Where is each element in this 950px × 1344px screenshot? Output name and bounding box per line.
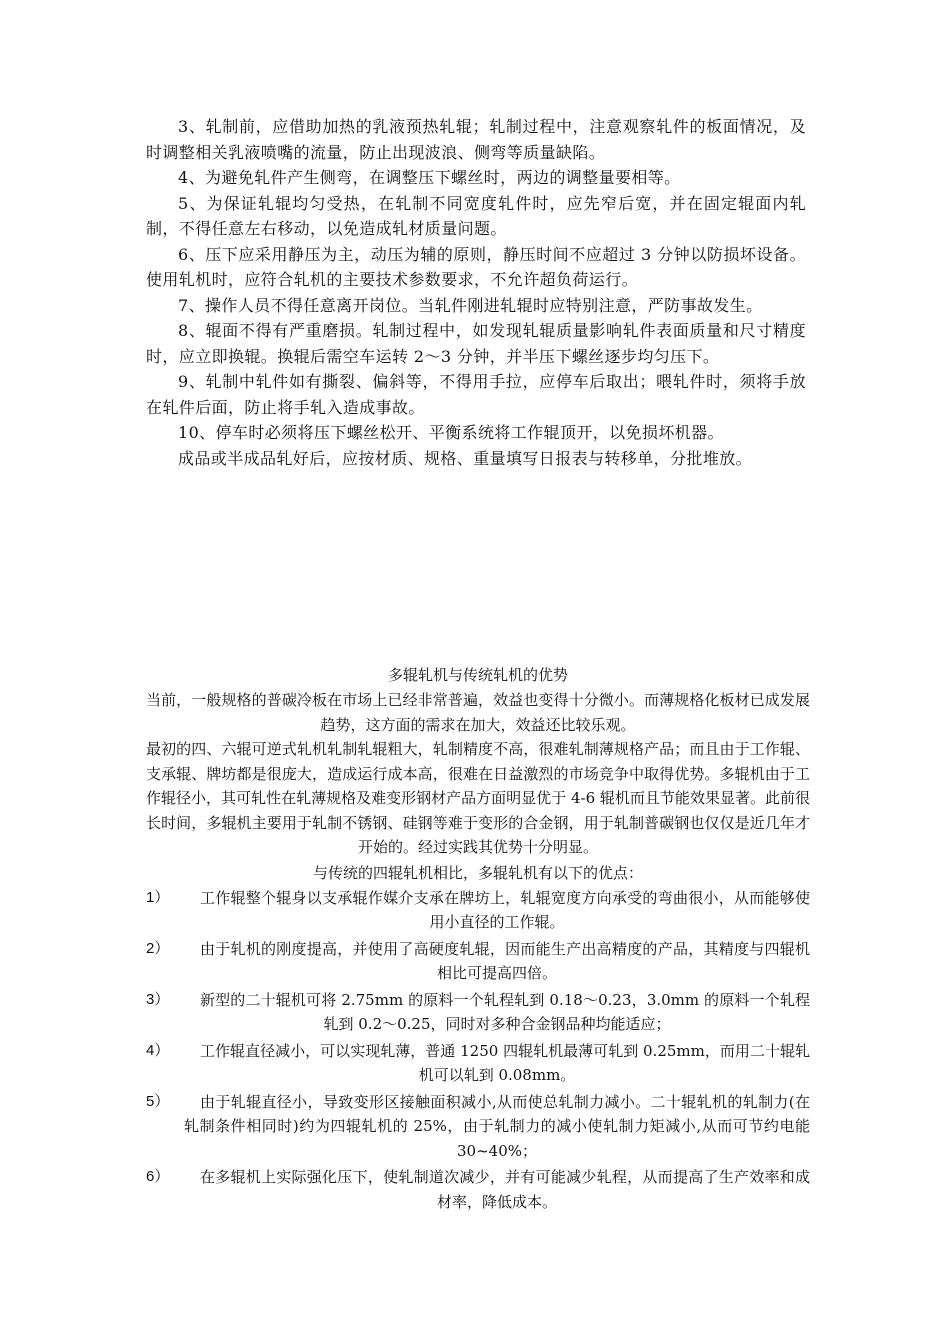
rule-paragraph: 3、轧制前，应借助加热的乳液预热轧辊；轧制过程中，注意观察轧件的板面情况，及时调整相关乳液喷嘴的流量，防止出现波浪、侧弯等质量缺陷。 <box>146 117 806 162</box>
list-item-number: 1） <box>146 888 170 906</box>
list-item <box>146 886 810 935</box>
rule-paragraph: 10、停车时必须将压下螺丝松开、平衡系统将工作辊顶开，以免损坏机器。 <box>178 423 724 442</box>
rule-paragraph: 4、为避免轧件产生侧弯，在调整压下螺丝时，两边的调整量要相等。 <box>178 168 681 187</box>
article-paragraph: 最初的四、六辊可逆式轧机轧制轧辊粗大，轧制精度不高，很难轧制薄规格产品；而且由于工作辊、支承辊、牌坊都是很庞大，造成运行成本高，很难在日益激烈的市场竞争中取得优势。多辊机由于工作辊径小，其可轧性在轧薄规格及难变形钢材产品方面明显优于 4-6 辊机而且节能效果显著。此前很长时间，多辊机主要用于轧制不锈钢、硅钢等难于变形的合金钢，用于轧制普碳钢也仅仅是近几年才开始的。经过实践其优势十分明显。 <box>146 740 810 856</box>
rule-paragraph: 5、为保证轧辊均匀受热，在轧制不同宽度轧件时，应先窄后宽，并在固定辊面内轧制，不得任意左右移动，以免造成轧材质量问题。 <box>146 193 806 238</box>
rule-paragraph: 成品或半成品轧好后，应按材质、规格、重量填写日报表与转移单，分批堆放。 <box>178 448 753 468</box>
rule-paragraph: 9、轧制中轧件如有撕裂、偏斜等，不得用手拉，应停车后取出；喂轧件时，须将手放在轧件后面，防止将手轧入造成事故。 <box>146 372 806 417</box>
list-item <box>146 988 810 1037</box>
list-item-text: 由于轧辊直径小，导致变形区接触面积减小,从而使总轧制力减小。二十辊轧机的轧制力(在轧制条件相同时)约为四辊轧机的 25%，由于轧制力的减小使轧制力矩减小,从而可节约电能 30~40%； <box>184 1092 810 1160</box>
list-item <box>146 1090 810 1164</box>
list-item <box>146 937 810 986</box>
list-item-number: 5） <box>146 1092 170 1110</box>
list-item-number: 3） <box>146 990 170 1008</box>
list-item-text: 在多辊机上实际强化压下，使轧制道次减少，并有可能减少轧程，从而提高了生产效率和成材率，降低成本。 <box>200 1168 810 1211</box>
list-item-text: 工作辊整个辊身以支承辊作媒介支承在牌坊上，轧辊宽度方向承受的弯曲很小，从而能够使用小直径的工作辊。 <box>200 888 810 931</box>
article-paragraph: 当前，一般规格的普碳冷板在市场上已经非常普遍，效益也变得十分微小。而薄规格化板材已成发展趋势，这方面的需求在加大，效益还比较乐观。 <box>146 691 810 734</box>
list-item-number: 4） <box>146 1041 170 1059</box>
list-item <box>146 1039 810 1088</box>
list-item-text: 工作辊直径减小，可以实现轧薄，普通 1250 四辊轧机最薄可轧到 0.25mm，而用二十辊轧机可以轧到 0.08mm。 <box>200 1041 810 1084</box>
list-item-text: 由于轧机的刚度提高，并使用了高硬度轧辊，因而能生产出高精度的产品，其精度与四辊机相比可提高四倍。 <box>200 939 810 982</box>
rule-paragraph: 6、压下应采用静压为主，动压为辅的原则，静压时间不应超过 3 分钟以防损坏设备。使用轧机时，应符合轧机的主要技术参数要求，不允许超负荷运行。 <box>146 244 806 289</box>
article-title: 多辊轧机与传统轧机的优势 <box>387 666 568 684</box>
advantages-intro: 与传统的四辊轧机相比，多辊轧机有以下的优点： <box>312 863 643 882</box>
advantages-list <box>146 886 810 1215</box>
list-item-number: 2） <box>146 939 170 957</box>
safety-rules-section <box>146 114 806 471</box>
list-item <box>146 1165 810 1214</box>
rule-paragraph: 7、操作人员不得任意离开岗位。当轧件刚进轧辊时应特别注意，严防事故发生。 <box>178 295 763 315</box>
list-item-text: 新型的二十辊机可将 2.75mm 的原料一个轧程轧到 0.18～0.23，3.0mm 的原料一个轧程轧到 0.2～0.25，同时对多种合金钢品种均能适应； <box>200 990 810 1033</box>
advantages-article <box>146 662 810 1216</box>
rule-paragraph: 8、辊面不得有严重磨损。轧制过程中，如发现轧辊质量影响轧件表面质量和尺寸精度时，应立即换辊。换辊后需空车运转 2～3 分钟，并半压下螺丝逐步均匀压下。 <box>146 321 806 366</box>
list-item-number: 6） <box>146 1168 170 1185</box>
